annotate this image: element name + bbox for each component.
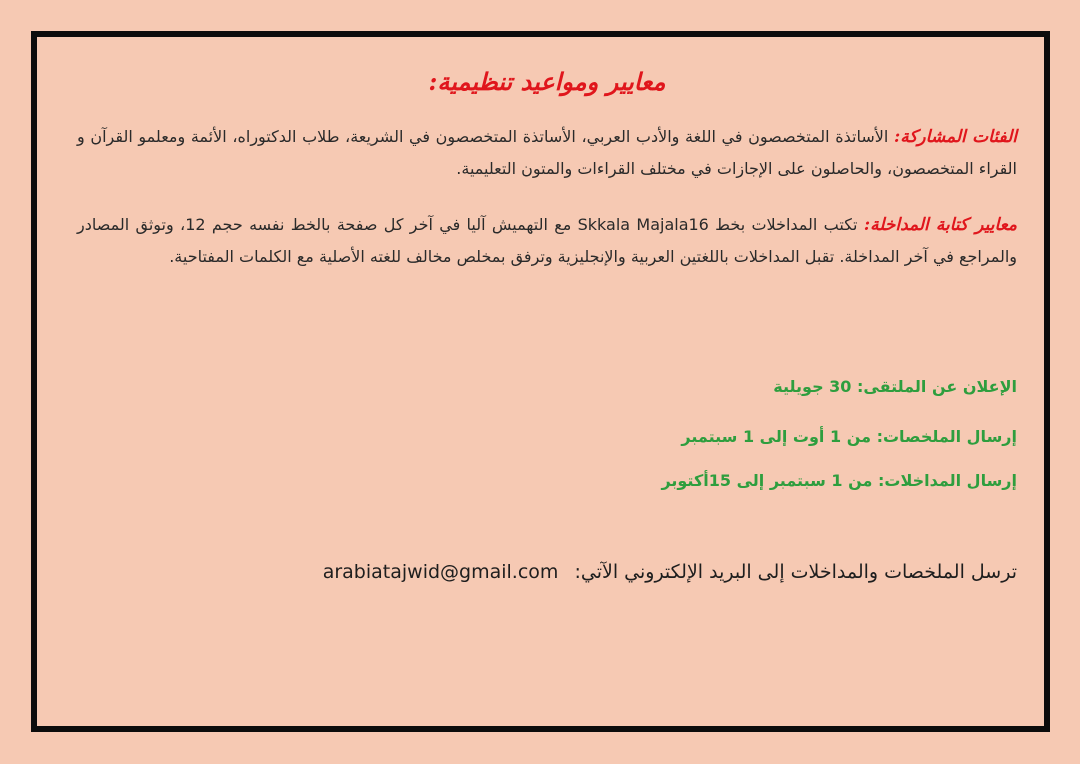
- participants-label: الفئات المشاركة:: [893, 127, 1017, 147]
- papers-date: إرسال المداخلات: من 1 سبتمبر إلى 15أكتوبر: [661, 471, 1017, 490]
- writing-criteria-paragraph: [77, 209, 1017, 272]
- participants-text: الأساتذة المتخصصون في اللغة والأدب العربي، الأساتذة المتخصصون في الشريعة، طلاب الدكتوراه، الأئمة ومعلمو القرآن و القراء المتخصصون، والحاصلون على الإجازات في مختلف القراءات والمتون التعليمية.: [77, 127, 1017, 178]
- page-title: معايير ومواعيد تنظيمية:: [428, 67, 666, 96]
- announcement-date: الإعلان عن الملتقى: 30 جويلية: [773, 377, 1017, 396]
- document-content: [77, 37, 1017, 726]
- email-address[interactable]: arabiatajwid@gmail.com: [322, 561, 559, 583]
- email-line: [323, 561, 1017, 583]
- writing-criteria-label: معايير كتابة المداخلة:: [863, 215, 1018, 235]
- writing-criteria-text: تكتب المداخلات بخط Skkala Majala16 مع التهميش آليا في آخر كل صفحة بالخط نفسه حجم 12، وتوثق المصادر والمراجع في آخر المداخلة. تقبل المداخلات باللغتين العربية والإنجليزية وترفق بمخلص مخالف للغته الأصلية مع الكلمات المفتاحية.: [77, 215, 1017, 266]
- abstracts-date: إرسال الملخصات: من 1 أوت إلى 1 سبتمبر: [681, 427, 1017, 446]
- email-instruction: ترسل الملخصات والمداخلات إلى البريد الإلكتروني الآتي:: [574, 561, 1017, 583]
- document-frame: [31, 31, 1050, 732]
- participants-paragraph: [77, 121, 1017, 184]
